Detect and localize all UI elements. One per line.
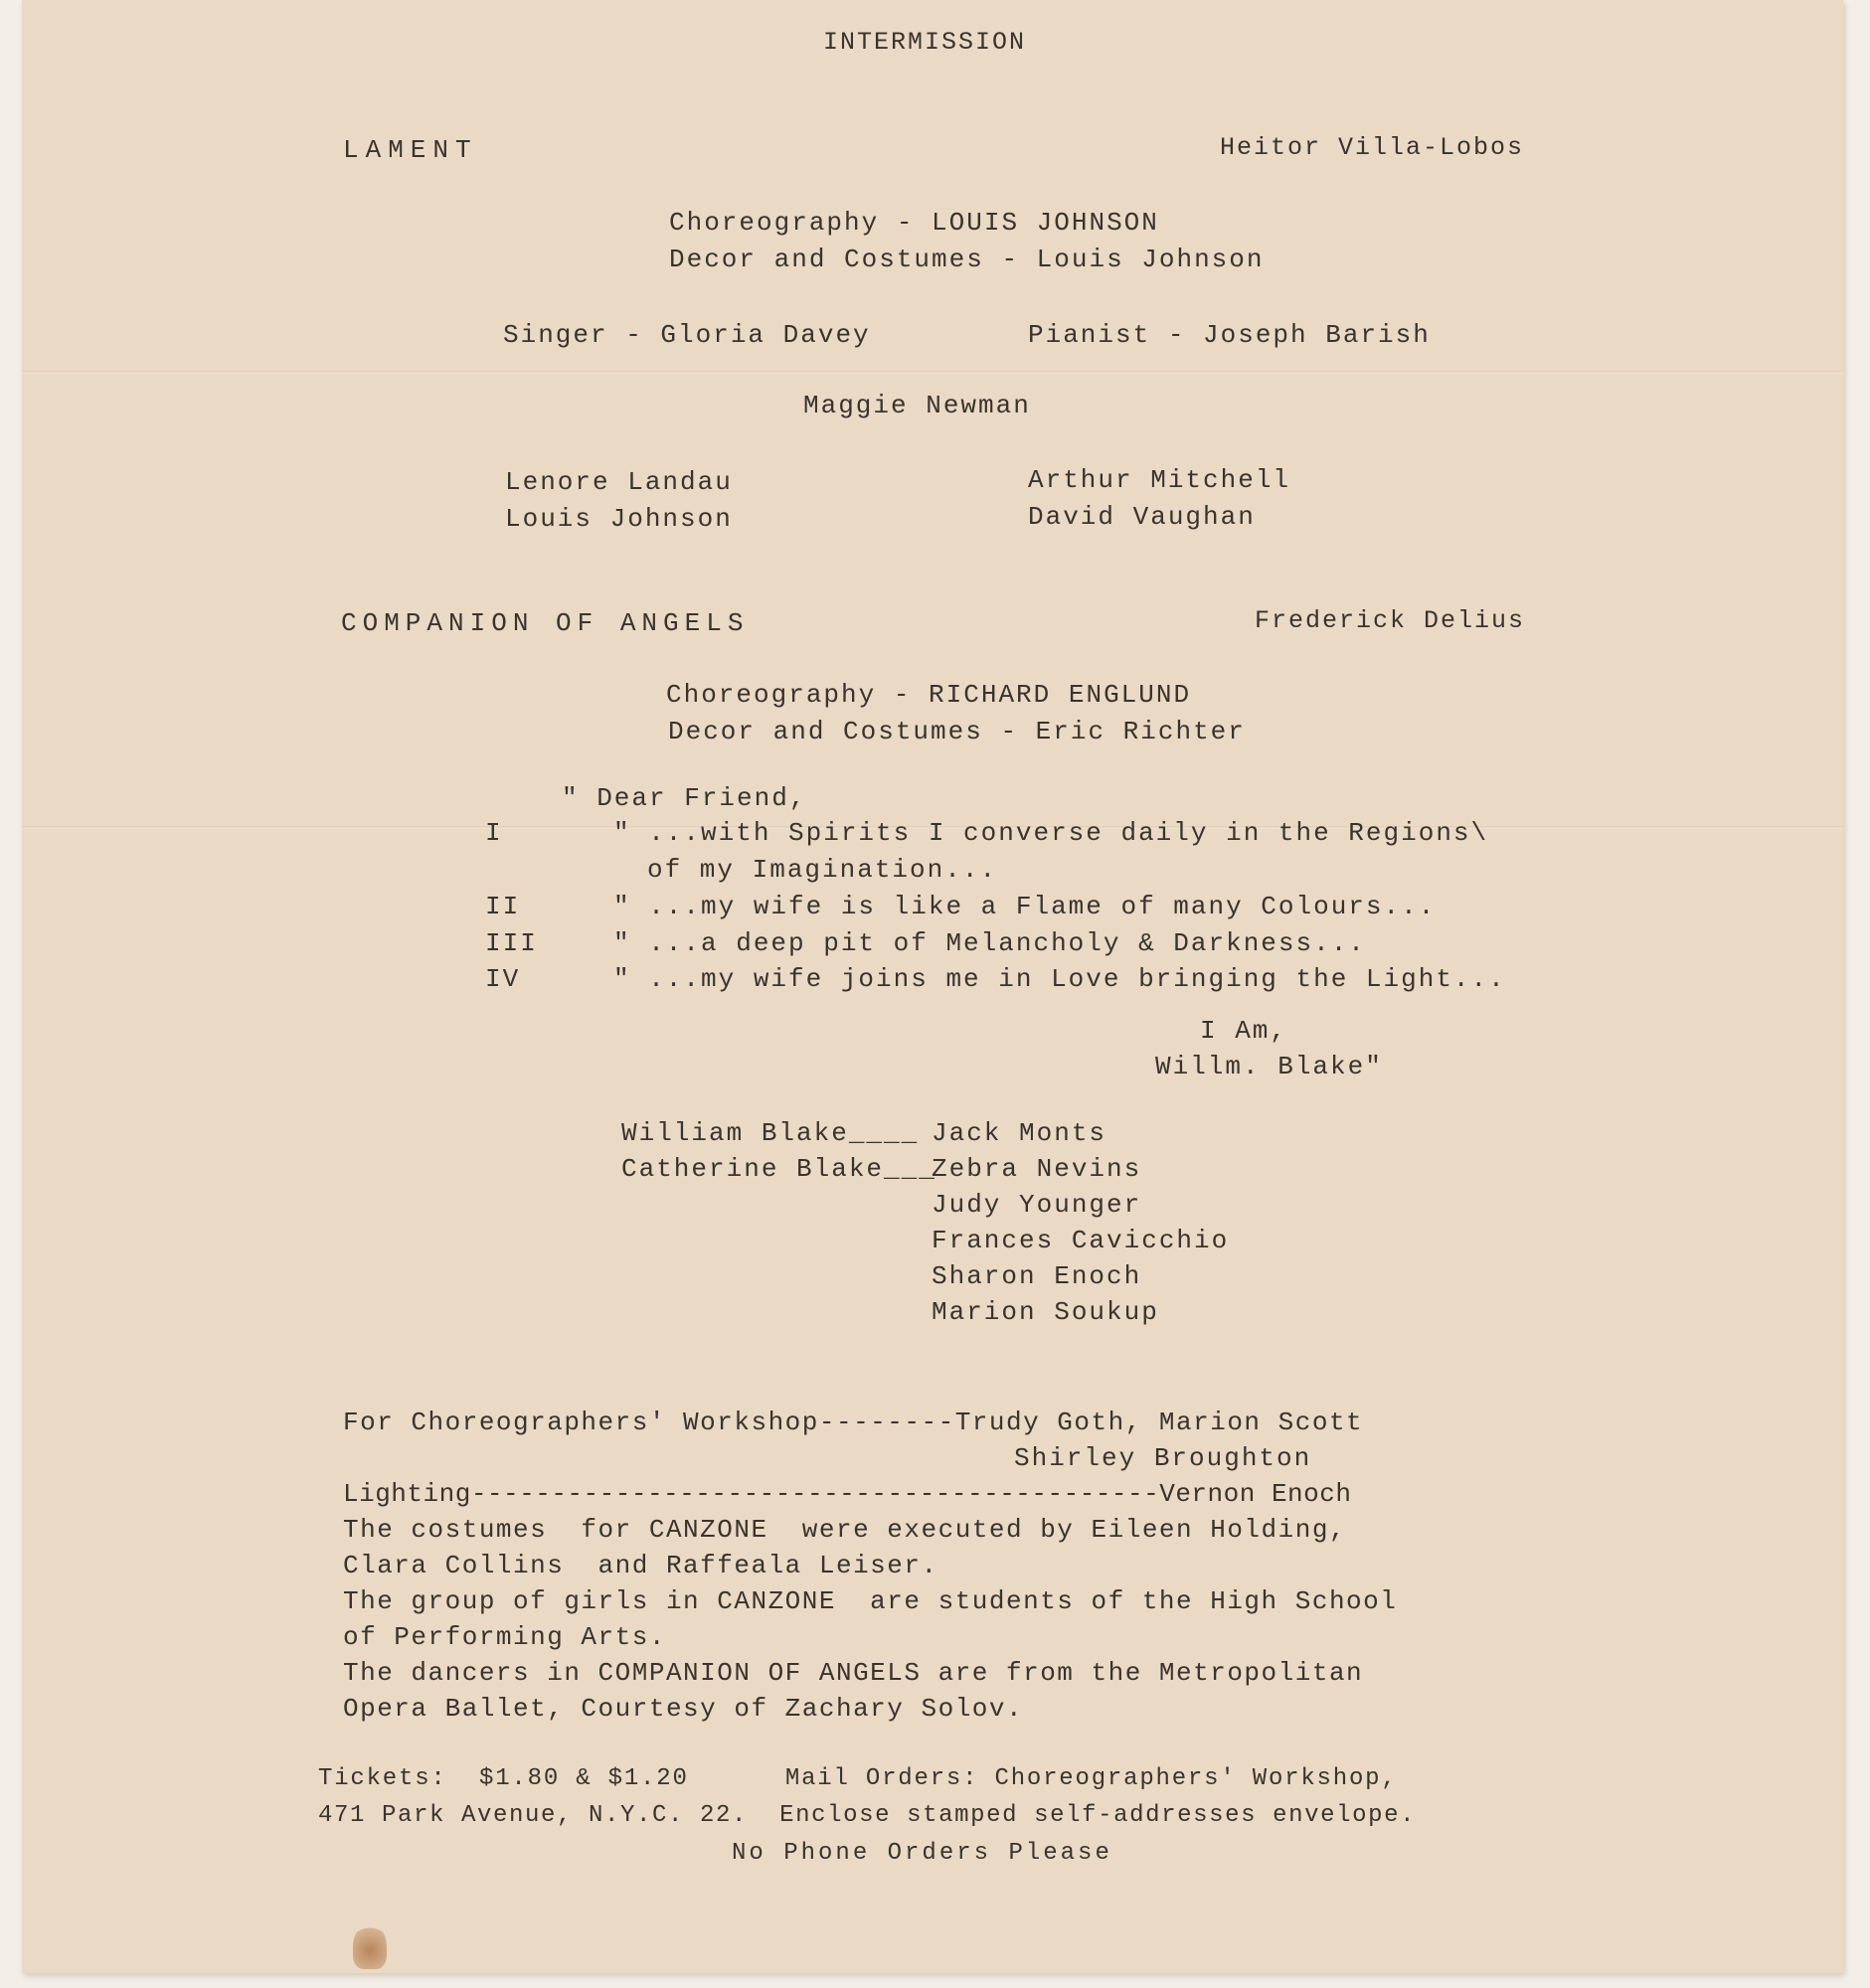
- cast-role: Catherine Blake___: [621, 1154, 936, 1184]
- letter-signature: Willm. Blake": [1155, 1052, 1383, 1081]
- companion-choreography: Choreography - RICHARD ENGLUND: [666, 680, 1192, 710]
- companion-decor: Decor and Costumes - Eric Richter: [668, 717, 1246, 746]
- workshop-credit-cont: Shirley Broughton: [1014, 1443, 1312, 1473]
- credit-note: Clara Collins and Raffeala Leiser.: [343, 1551, 938, 1580]
- section-numeral: I: [485, 818, 503, 848]
- cast-role: William Blake____: [621, 1118, 920, 1148]
- cast-name: Judy Younger: [932, 1190, 1142, 1220]
- paper-stain: [353, 1923, 387, 1969]
- credit-note: The costumes for CANZONE were executed by Eileen Holding,: [343, 1515, 1347, 1545]
- lament-singer: Singer - Gloria Davey: [503, 320, 871, 350]
- letter-salutation: " Dear Friend,: [562, 783, 807, 813]
- section-numeral: III: [485, 928, 538, 958]
- dancer-name: Arthur Mitchell: [1028, 465, 1291, 495]
- credit-note: Opera Ballet, Courtesy of Zachary Solov.: [343, 1694, 1024, 1724]
- lament-title: LAMENT: [343, 135, 478, 165]
- lament-decor: Decor and Costumes - Louis Johnson: [669, 245, 1265, 274]
- companion-title: COMPANION OF ANGELS: [341, 608, 750, 638]
- credit-note: of Performing Arts.: [343, 1622, 666, 1652]
- section-text: " ...with Spirits I converse daily in the Regions\: [613, 818, 1489, 848]
- cast-name: Sharon Enoch: [932, 1261, 1142, 1291]
- lament-lead-dancer: Maggie Newman: [803, 391, 1031, 420]
- lament-choreography: Choreography - LOUIS JOHNSON: [669, 208, 1159, 238]
- section-text: " ...my wife is like a Flame of many Colours...: [613, 892, 1437, 921]
- section-text: " ...a deep pit of Melancholy & Darkness...: [613, 928, 1366, 958]
- lighting-credit: Lighting-------------------------------------------Vernon Enoch: [343, 1479, 1352, 1509]
- section-text: of my Imagination...: [647, 855, 998, 885]
- cast-name: Frances Cavicchio: [932, 1226, 1230, 1255]
- cast-name: Jack Monts: [932, 1118, 1107, 1148]
- section-numeral: IV: [485, 964, 521, 994]
- mail-order-address: 471 Park Avenue, N.Y.C. 22. Enclose stamped self-addresses envelope.: [318, 1802, 1417, 1829]
- lament-composer: Heitor Villa-Lobos: [1220, 133, 1525, 162]
- dancer-name: Lenore Landau: [505, 467, 733, 497]
- section-numeral: II: [485, 892, 521, 921]
- section-text: " ...my wife joins me in Love bringing the Light...: [613, 964, 1506, 994]
- companion-composer: Frederick Delius: [1255, 606, 1526, 635]
- cast-name: Marion Soukup: [932, 1297, 1159, 1327]
- workshop-credit: For Choreographers' Workshop--------Trudy Goth, Marion Scott: [343, 1408, 1364, 1437]
- credit-note: The dancers in COMPANION OF ANGELS are from the Metropolitan: [343, 1658, 1364, 1688]
- credit-note: The group of girls in CANZONE are students of the High School: [343, 1586, 1398, 1616]
- no-phone-orders: No Phone Orders Please: [732, 1840, 1112, 1867]
- tickets-info: Tickets: $1.80 & $1.20 Mail Orders: Choreographers' Workshop,: [318, 1765, 1398, 1792]
- dancer-name: David Vaughan: [1028, 502, 1256, 532]
- cast-name: Zebra Nevins: [932, 1154, 1142, 1184]
- fold-crease: [22, 371, 1843, 374]
- lament-pianist: Pianist - Joseph Barish: [1028, 320, 1431, 350]
- dancer-name: Louis Johnson: [505, 504, 733, 534]
- intermission-heading: INTERMISSION: [823, 28, 1027, 57]
- letter-signoff: I Am,: [1200, 1016, 1288, 1046]
